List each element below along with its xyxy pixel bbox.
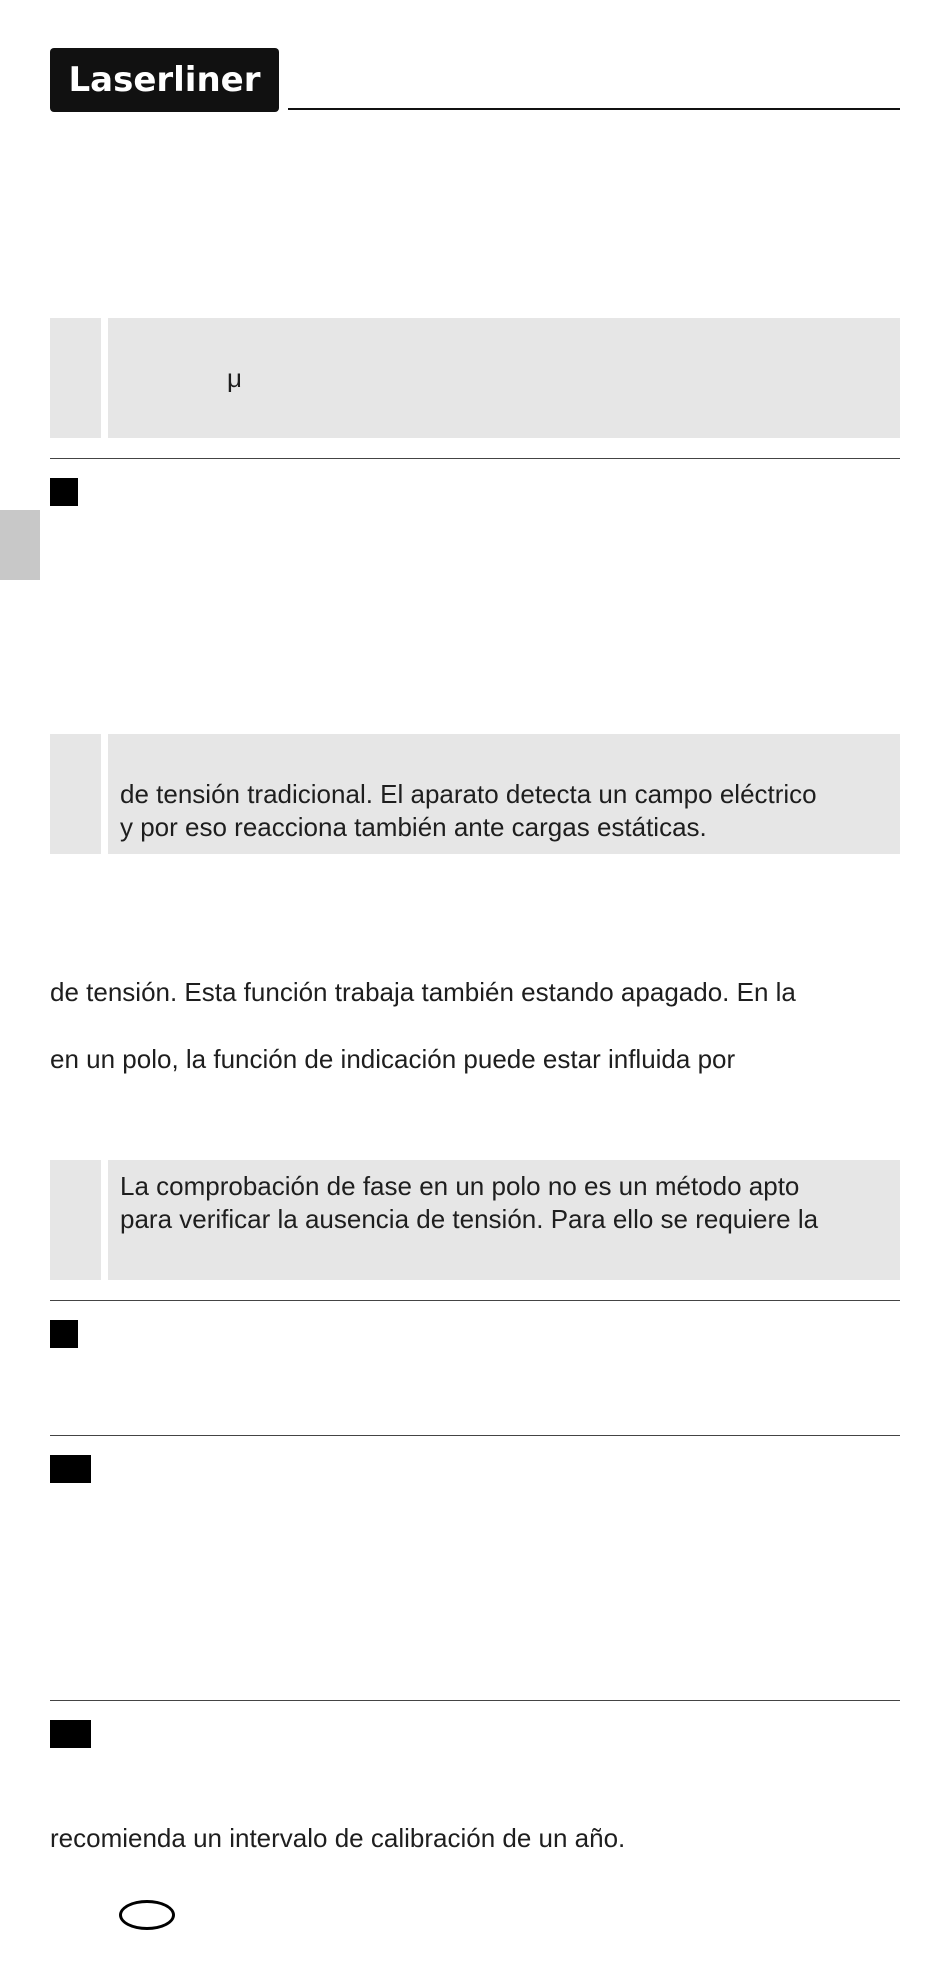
note-box-1 (50, 318, 900, 438)
section-marker (50, 1455, 91, 1483)
brand-logo: Laserliner (50, 48, 279, 112)
section-divider (50, 1300, 900, 1301)
section-marker (50, 478, 78, 506)
note-gutter (50, 318, 101, 438)
body-line: recomienda un intervalo de calibración de un año. (50, 1823, 626, 1853)
side-thumb-tab (0, 510, 40, 580)
section-divider (50, 1700, 900, 1701)
note-2-line-2: y por eso reacciona también ante cargas estáticas. (120, 812, 707, 842)
body-line: en un polo, la función de indicación puede estar influida por (50, 1044, 736, 1074)
section-divider (50, 1435, 900, 1436)
section-divider (50, 458, 900, 459)
body-line: de tensión. Esta función trabaja también estando apagado. En la (50, 977, 796, 1007)
note-gutter (50, 734, 101, 854)
note-2-line-1: de tensión tradicional. El aparato detecta un campo eléctrico (120, 779, 817, 809)
header-rule (288, 108, 900, 110)
micro-symbol: μ (227, 363, 242, 393)
note-3-line-1: La comprobación de fase en un polo no es un método apto (120, 1171, 800, 1201)
section-marker (50, 1320, 78, 1348)
section-marker (50, 1720, 91, 1748)
note-3-line-2: para verificar la ausencia de tensión. Para ello se requiere la (120, 1204, 819, 1234)
oval-mark (119, 1900, 175, 1930)
note-gutter (50, 1160, 101, 1280)
